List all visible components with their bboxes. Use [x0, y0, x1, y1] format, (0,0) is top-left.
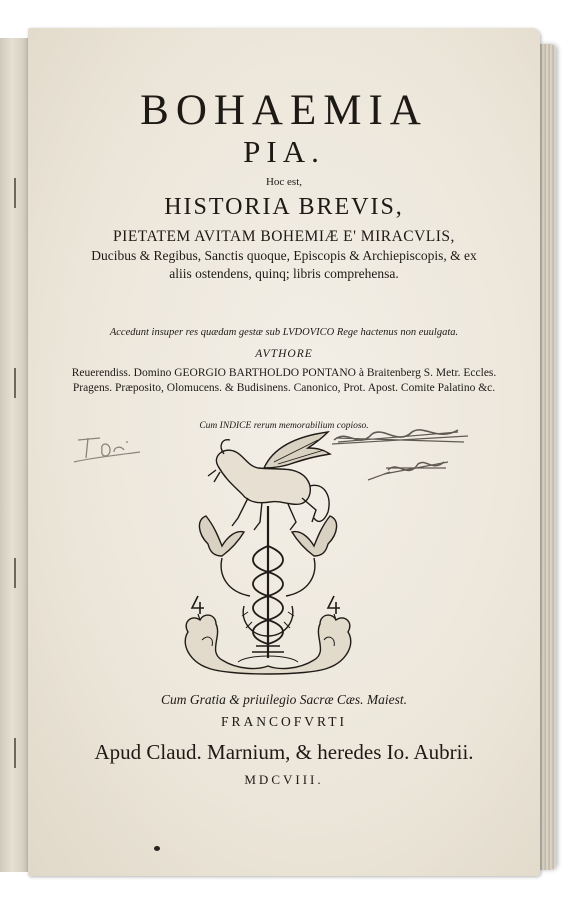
- subtitle: HISTORIA BREVIS,: [164, 194, 404, 220]
- author-text: Reuerendiss. Domino GEORGIO BARTHOLDO PONTANO à Braitenberg S. Metr. Eccles. Pragens. Præposito, Olomucens. & Budisinens. Canonico, Prot. Apost. Comite Palatino &c.: [71, 367, 497, 394]
- pegasus-caduceus-woodcut: [178, 426, 358, 676]
- publisher-line: Apud Claud. Marnium, & heredes Io. Aubrii.: [94, 740, 474, 764]
- binding-stitch: [14, 178, 16, 208]
- authore-heading: AVTHORE: [255, 348, 313, 360]
- page-edges: [538, 44, 556, 870]
- place-of-publication: FRANCOFVRTI: [221, 714, 347, 729]
- binding-stitch: [14, 368, 16, 398]
- title-line-1: BOHAEMIA: [140, 87, 428, 134]
- privilege-line: Cum Gratia & priuilegio Sacræ Cæs. Maiest.: [160, 692, 407, 707]
- title-page: [28, 28, 540, 876]
- book-binding: [0, 38, 31, 872]
- publication-year: MDCVIII.: [244, 772, 324, 787]
- title-line-2: PIA.: [243, 134, 325, 169]
- ink-spot: [154, 846, 160, 851]
- handwritten-note-left: [70, 428, 150, 468]
- accedunt-line: Accedunt insuper res quædam gestæ sub LVDOVICO Rege hactenus non euulgata.: [109, 327, 459, 338]
- pietatem-line: PIETATEM AVITAM BOHEMIÆ E' MIRACVLIS,: [113, 228, 455, 245]
- index-note: Cum INDICE rerum memorabilium copioso.: [199, 421, 369, 431]
- description-text: Ducibus & Regibus, Sanctis quoque, Episcopis & Archiepiscopis, & ex aliis ostendens, quinq; libris comprehensa.: [91, 248, 477, 281]
- binding-stitch: [14, 558, 16, 588]
- binding-stitch: [14, 738, 16, 768]
- hoc-est-text: Hoc est,: [265, 176, 303, 188]
